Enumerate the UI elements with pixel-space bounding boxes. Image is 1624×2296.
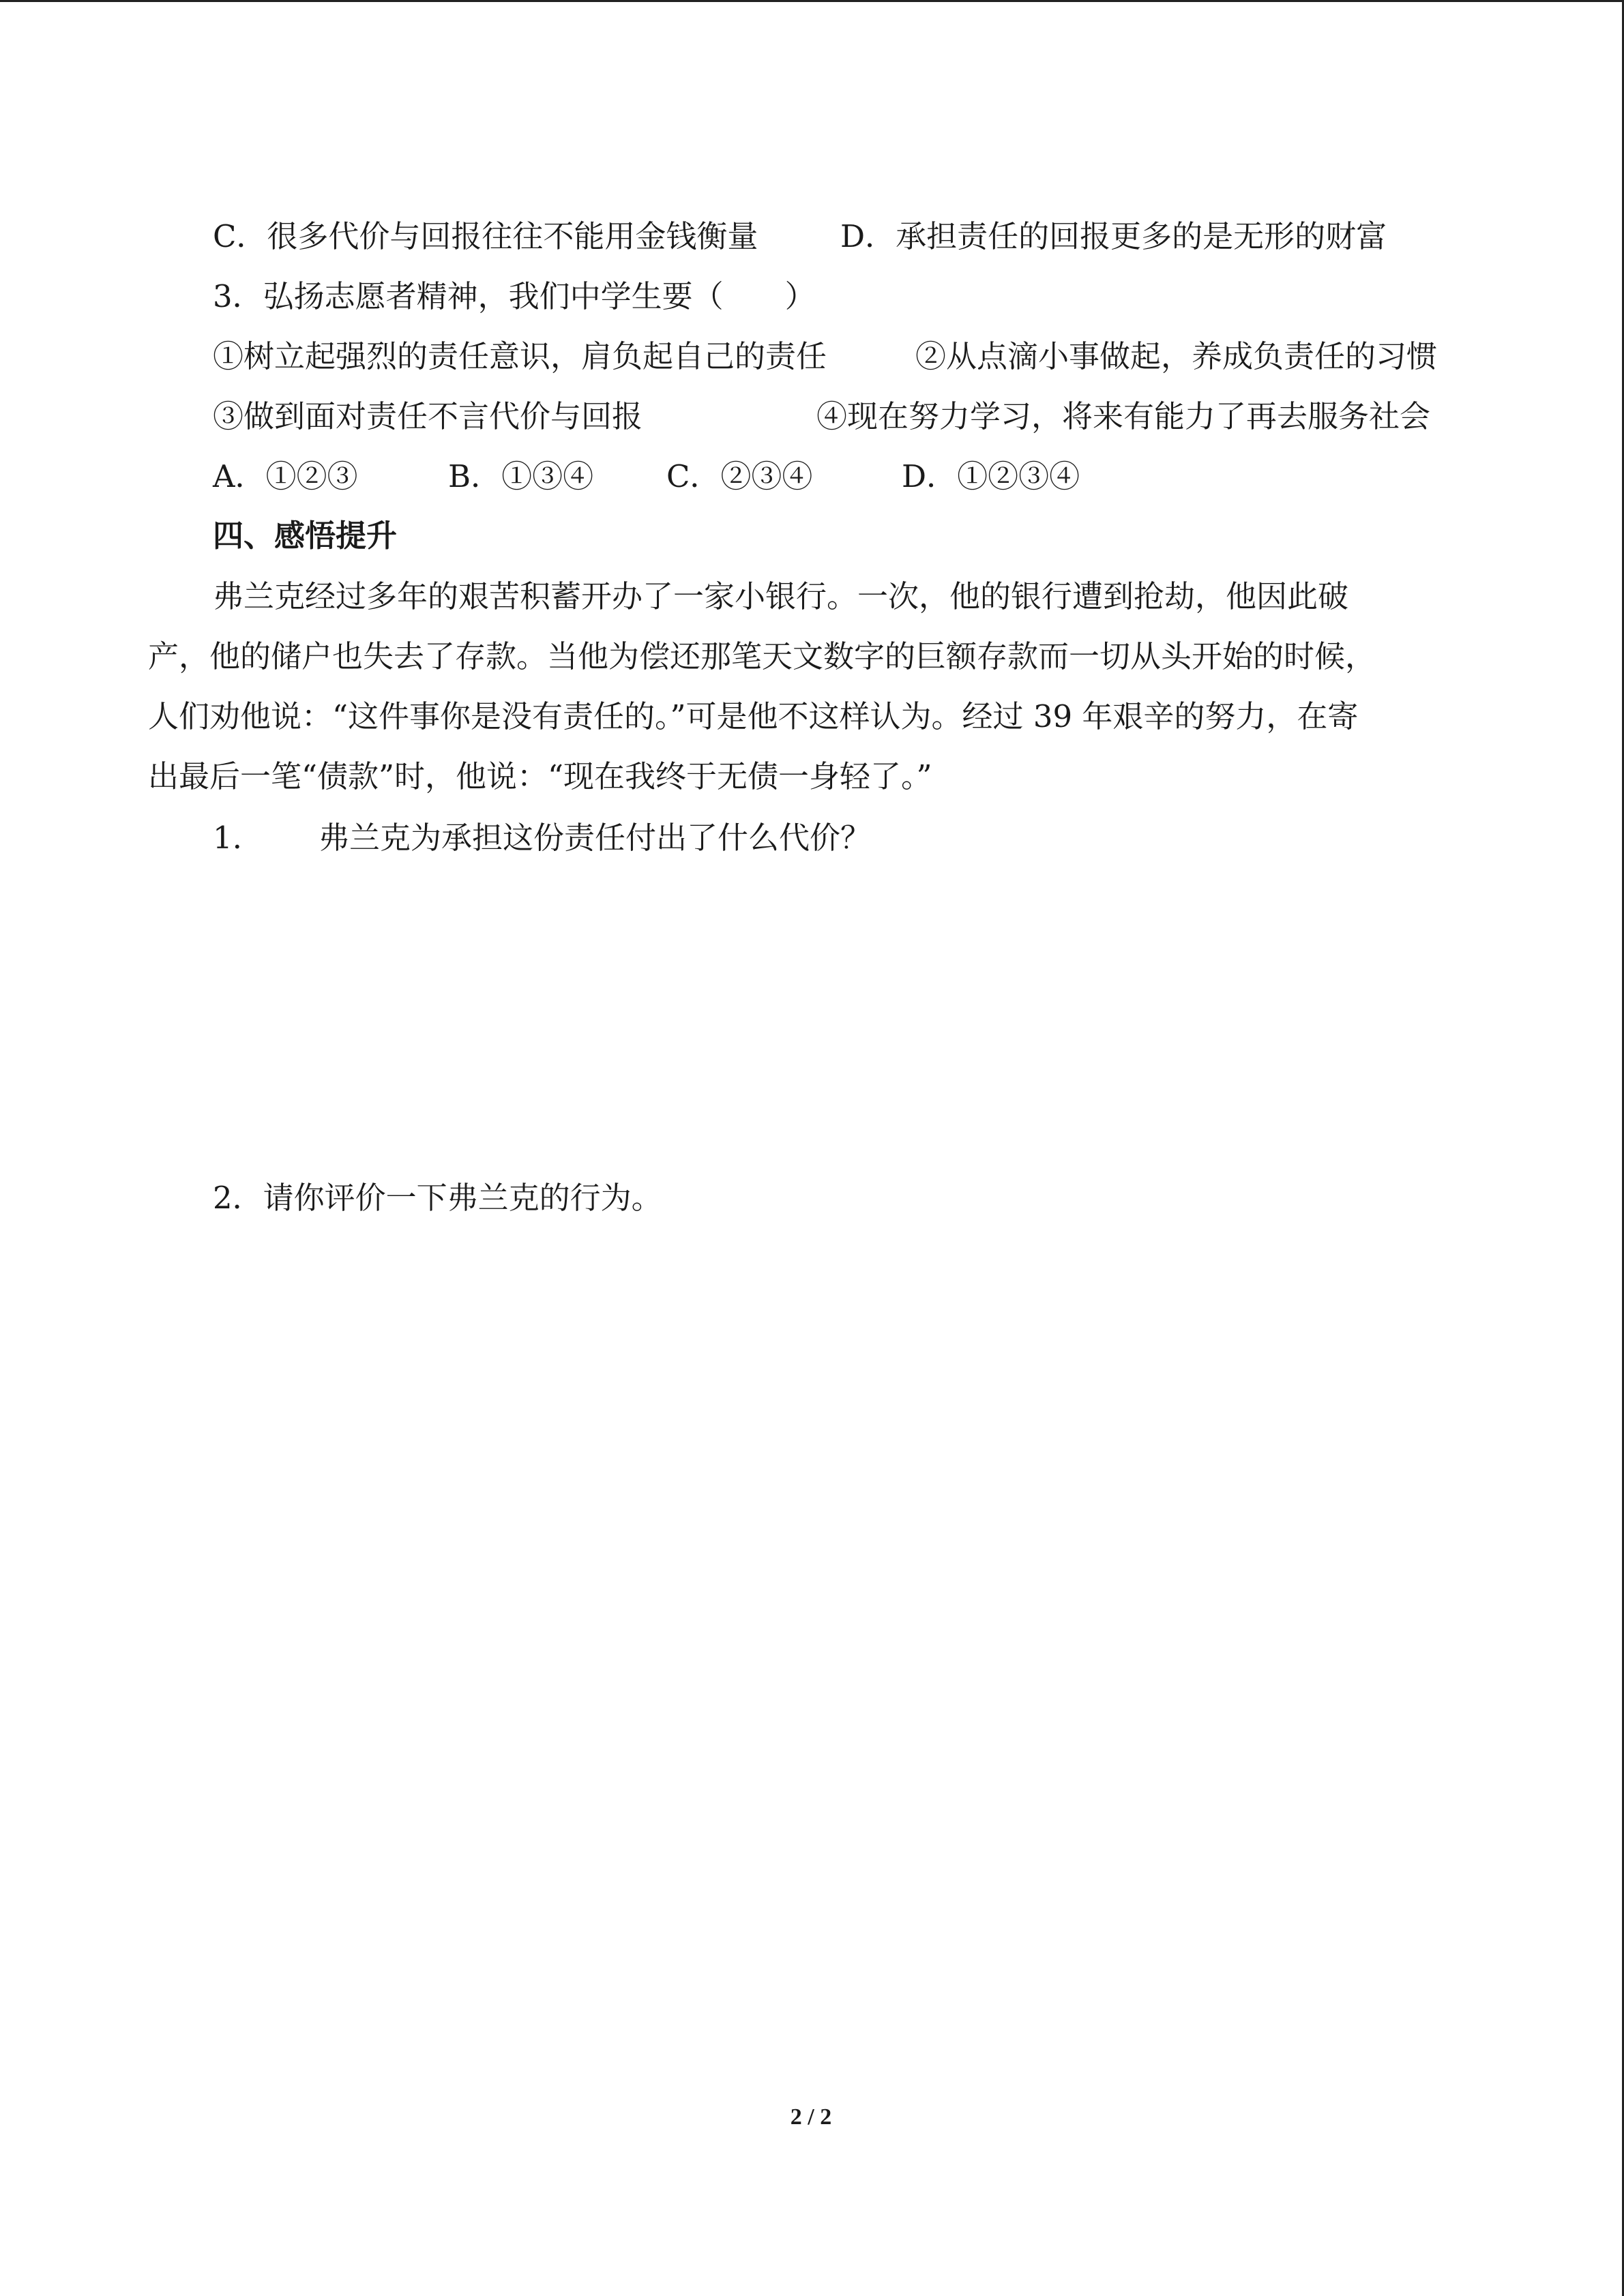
passage-line-1: 弗兰克经过多年的艰苦积蓄开办了一家小银行。一次，他的银行遭到抢劫，他因此破 — [213, 578, 1349, 614]
sub-question-1-number: 1. — [213, 820, 242, 856]
page-number: 2 / 2 — [790, 2104, 832, 2130]
q3-option-d: D．①②③④ — [902, 458, 1080, 494]
q2-option-c: C．很多代价与回报往往不能用金钱衡量 — [213, 218, 758, 254]
q3-items-row-1 — [213, 336, 1438, 377]
sub-question-1 — [213, 818, 872, 859]
section-heading: 四、感悟提升 — [213, 518, 398, 554]
q3-item-2: ②从点滴小事做起，养成负责任的习惯 — [915, 338, 1438, 374]
q3-item-4: ④现在努力学习，将来有能力了再去服务社会 — [816, 398, 1431, 434]
q2-option-row — [213, 216, 1387, 257]
passage-line-3: 人们劝他说：“这件事你是没有责任的。”可是他不这样认为。经过 39 年艰辛的努力，在寄 — [148, 698, 1359, 734]
sub-question-2: 2．请你评价一下弗兰克的行为。 — [213, 1180, 662, 1216]
q3-item-3: ③做到面对责任不言代价与回报 — [213, 398, 643, 434]
q3-answer-options — [213, 456, 1080, 497]
passage-line-2: 产，他的储户也失去了存款。当他为偿还那笔天文数字的巨额存款而一切从头开始的时候， — [148, 638, 1376, 674]
q3-stem: 3．弘扬志愿者精神，我们中学生要（ ） — [213, 278, 816, 314]
sub-question-1-text: 弗兰克为承担这份责任付出了什么代价？ — [319, 820, 872, 856]
passage-line-4: 出最后一笔“债款”时，他说：“现在我终于无债一身轻了。” — [148, 758, 932, 794]
q3-option-a: A．①②③ — [213, 458, 358, 494]
q3-option-c: C．②③④ — [666, 458, 813, 494]
q3-item-1: ①树立起强烈的责任意识，肩负起自己的责任 — [213, 338, 827, 374]
q3-items-row-2 — [213, 396, 1431, 437]
q3-option-b: B．①③④ — [448, 458, 594, 494]
q2-option-d: D．承担责任的回报更多的是无形的财富 — [840, 218, 1387, 254]
